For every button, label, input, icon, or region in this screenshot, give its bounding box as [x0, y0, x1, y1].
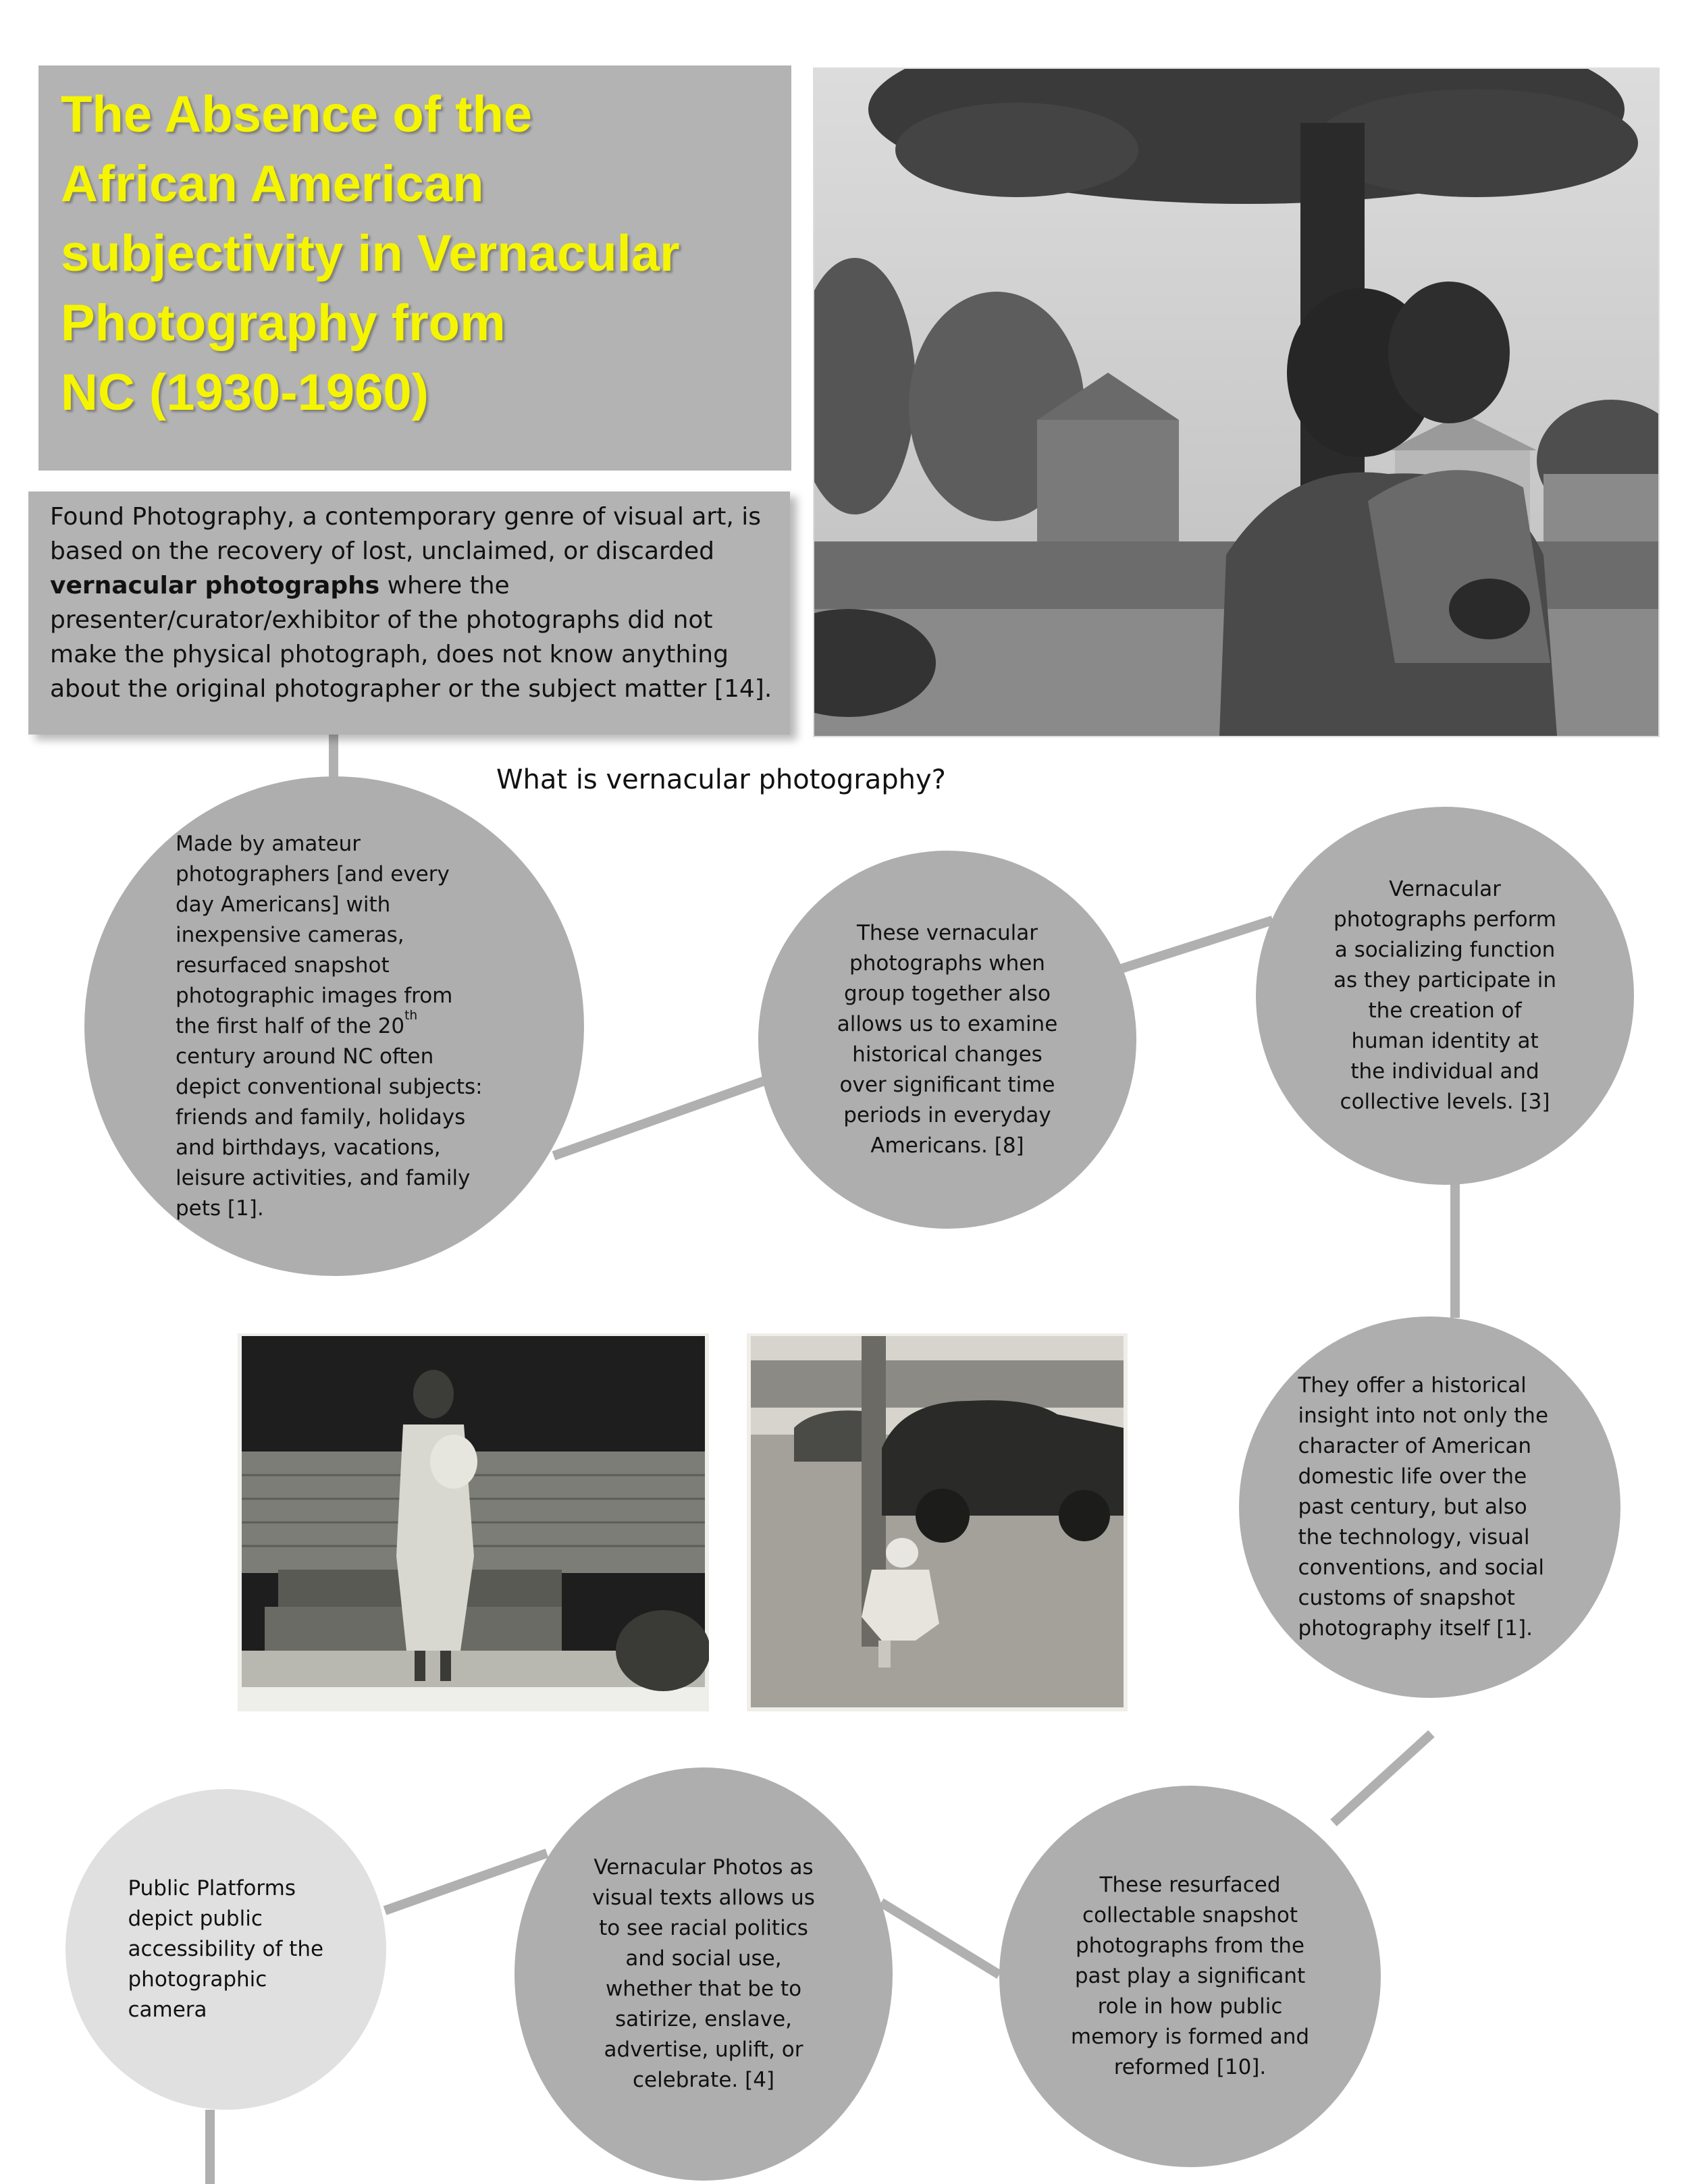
circle-racial-politics-text: Vernacular Photos as visual texts allows us to see racial politics and social use, whether that be to satirize, enslave, advertise, uplift, or celebrate. [4] — [592, 1855, 815, 2092]
circle-historical-insight — [1239, 1316, 1620, 1698]
question-heading: What is vernacular photography? — [496, 764, 946, 795]
hero-photo-children — [813, 68, 1660, 737]
circle-public-memory-text: These resurfaced collectable snapshot photographs from the past play a significant role in how public memory is formed and reformed [10]. — [1070, 1873, 1310, 2079]
circle-historical-changes — [758, 851, 1136, 1229]
c1-superscript: th — [404, 1009, 418, 1023]
connector-c1-c2 — [554, 1080, 766, 1156]
circle-socializing-function — [1256, 807, 1634, 1185]
circle-amateur-photographers-text — [176, 829, 493, 1224]
circle-historical-insight-text: They offer a historical insight into not only the character of American domestic life over the past century, but also the technology, visual conventions, and social customs of snapshot photography itself [1]. — [1298, 1373, 1549, 1641]
intro-bold-term: vernacular photographs — [50, 572, 380, 600]
connector-c2-c3 — [1121, 920, 1273, 969]
photo-woman-with-baby — [238, 1333, 709, 1711]
photo-person-by-car — [747, 1333, 1128, 1711]
connector-c6-c7 — [385, 1853, 547, 1911]
intro-text-end: where the presenter/curator/exhibitor of the photographs did not make the physical photograph, does not know anything about the original photographer or the subject matter [14]. — [50, 572, 772, 703]
circle-public-memory — [999, 1786, 1381, 2167]
poster-title: The Absence of the African American subjectivity in Vernacular Photography from NC (1930-1960) — [61, 86, 680, 421]
intro-text-start: Found Photography, a contemporary genre of visual art, is based on the recovery of lost, unclaimed, or discarded — [50, 503, 761, 565]
circle-amateur-photographers — [84, 776, 584, 1276]
circle-socializing-function-text: Vernacular photographs perform a socializing function as they participate in the creation of human identity at the individual and collective levels. [3] — [1334, 877, 1556, 1114]
connector-c4-c5 — [1334, 1734, 1431, 1823]
circle-historical-changes-text: These vernacular photographs when group together also allows us to examine historical changes over significant time periods in everyday Americans. [8] — [837, 921, 1058, 1158]
circle-public-platforms — [65, 1789, 386, 2110]
intro-paragraph — [50, 500, 786, 706]
c1-text-start: Made by amateur photographers [and every day Americans] with inexpensive cameras, resurfaced snapshot photographic images from the first half of the 20 — [176, 831, 453, 1038]
c1-text-end: century around NC often depict conventional subjects: friends and family, holidays and birthdays, vacations, leisure activities, and family pets [1]. — [176, 1044, 483, 1221]
circle-public-platforms-text: Public Platforms depict public accessibility of the photographic camera — [128, 1876, 324, 2022]
connector-c5-c6 — [881, 1902, 999, 1975]
circle-racial-politics — [515, 1767, 893, 2181]
